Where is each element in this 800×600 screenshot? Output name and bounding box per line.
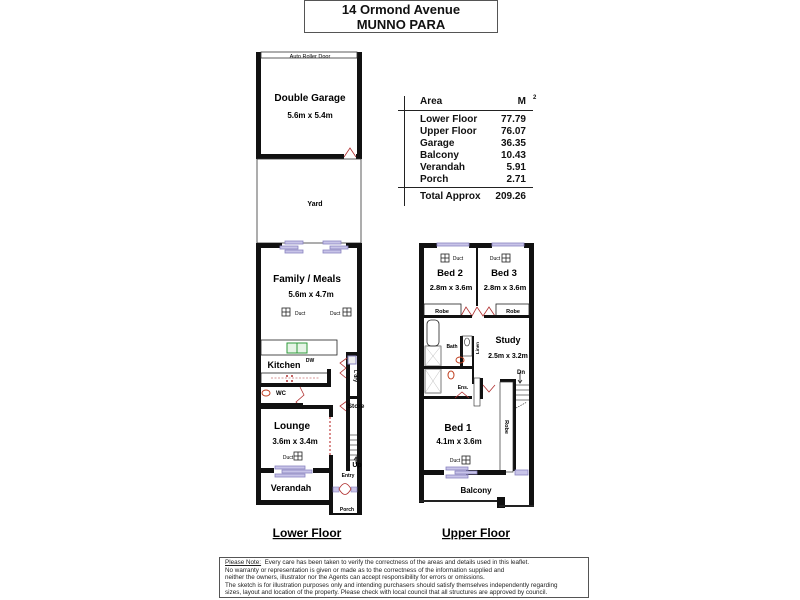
svg-text:Bed 2: Bed 2: [437, 268, 463, 279]
svg-text:Duct: Duct: [489, 256, 501, 262]
svg-text:Ens.: Ens.: [457, 385, 469, 391]
kitchen-bench: [261, 373, 328, 384]
svg-text:Kitchen: Kitchen: [267, 360, 301, 370]
toilet-icon: [262, 390, 270, 396]
area-row-label: Balcony: [420, 150, 459, 161]
lower-floor-labels: [267, 54, 364, 513]
svg-text:4.1m x 3.6m: 4.1m x 3.6m: [436, 437, 482, 446]
total-label: Total Approx: [420, 191, 481, 202]
svg-text:Auto Roller Door: Auto Roller Door: [289, 54, 331, 60]
svg-text:Bed 3: Bed 3: [491, 268, 517, 279]
svg-text:Yard: Yard: [307, 201, 323, 208]
svg-text:Robe: Robe: [503, 420, 509, 434]
garage-door-icon: [344, 148, 356, 157]
lower-floor-label: Lower Floor: [272, 526, 342, 540]
laundry-tub-icon: [348, 356, 356, 364]
svg-text:Balcony: Balcony: [460, 486, 492, 495]
svg-text:Study: Study: [495, 335, 521, 345]
svg-text:L'dry: L'dry: [352, 369, 358, 383]
disclaimer-line-5: sizes, layout and location of the property. Please check with local council that all structures are approved by council.: [225, 589, 548, 597]
area-row-label: Porch: [420, 174, 449, 185]
svg-text:Porch: Porch: [339, 507, 355, 513]
area-row-value: 2.71: [506, 174, 526, 185]
disclaimer-title: Please Note:: [225, 559, 262, 566]
svg-text:Double Garage: Double Garage: [274, 93, 346, 104]
disclaimer-line-4: The sketch is for illustration purposes only and intending purchasers should satisfy themselves independently regarding: [225, 581, 558, 589]
area-row-label: Upper Floor: [420, 126, 477, 137]
svg-text:2.5m x 3.2m: 2.5m x 3.2m: [488, 353, 528, 360]
svg-text:2.8m x 3.6m: 2.8m x 3.6m: [483, 283, 527, 292]
disclaimer-box: [219, 557, 589, 598]
svg-text:Family / Meals: Family / Meals: [273, 274, 341, 285]
svg-text:Robe: Robe: [435, 309, 449, 315]
address-suburb: MUNNO PARA: [356, 17, 446, 32]
area-row-value: 77.79: [500, 114, 526, 125]
stairs-upper: [516, 385, 529, 408]
area-row-label: Lower Floor: [420, 114, 478, 125]
total-value: 209.26: [495, 191, 526, 202]
address-street: 14 Ormond Avenue: [341, 2, 461, 17]
area-row-label: Garage: [420, 138, 455, 149]
svg-text:Duct: Duct: [452, 256, 464, 262]
svg-text:Duct: Duct: [330, 311, 341, 317]
svg-text:Entry: Entry: [341, 473, 355, 479]
svg-text:Lounge: Lounge: [273, 421, 311, 432]
svg-text:Store: Store: [347, 403, 365, 410]
area-row-value: 5.91: [506, 162, 526, 173]
svg-text:Dn: Dn: [517, 370, 525, 376]
verandah-window: [275, 466, 312, 477]
bathtub-icon: [427, 320, 439, 346]
area-row-label: Verandah: [420, 162, 466, 173]
garage-room: [256, 52, 362, 159]
col-area-label: Area: [420, 96, 443, 107]
svg-text:Duct: Duct: [295, 311, 306, 317]
disclaimer-text: Every care has been taken to verify the correctness of the areas and details used in this leaflet.: [264, 559, 530, 566]
area-row-value: 76.07: [500, 126, 526, 137]
cooktop-icon: [286, 375, 293, 382]
svg-text:Bed 1: Bed 1: [444, 423, 472, 434]
svg-text:Up: Up: [352, 462, 362, 469]
svg-text:DW: DW: [305, 358, 315, 364]
svg-text:5.6m x 5.4m: 5.6m x 5.4m: [287, 111, 333, 120]
svg-text:WC: WC: [276, 391, 286, 397]
area-row-value: 36.35: [500, 138, 526, 149]
svg-text:Bath: Bath: [446, 344, 458, 350]
svg-text:Linen: Linen: [475, 342, 480, 354]
unit-superscript: 2: [533, 95, 537, 101]
disclaimer-line-3: neither the owners, illustrator nor the Agents can accept responsibility for errors or omissions.: [225, 574, 485, 582]
svg-text:3.6m x 3.4m: 3.6m x 3.4m: [272, 437, 318, 446]
svg-text:Robe: Robe: [506, 309, 520, 315]
area-row-value: 10.43: [500, 150, 526, 161]
svg-text:2.8m x 3.6m: 2.8m x 3.6m: [429, 283, 473, 292]
col-unit-label: M: [517, 96, 526, 107]
svg-text:Duct: Duct: [449, 458, 461, 464]
svg-text:Duct: Duct: [282, 455, 294, 461]
disclaimer-line-1: [225, 559, 583, 567]
svg-text:5.6m x 4.7m: 5.6m x 4.7m: [288, 290, 334, 299]
svg-text:Verandah: Verandah: [270, 483, 312, 493]
disclaimer-line-2: No warranty or representation is given or made as to the correctness of the information supplied and: [225, 566, 505, 574]
upper-floor-label: Upper Floor: [442, 526, 510, 540]
entry-door-icon: [339, 484, 351, 495]
